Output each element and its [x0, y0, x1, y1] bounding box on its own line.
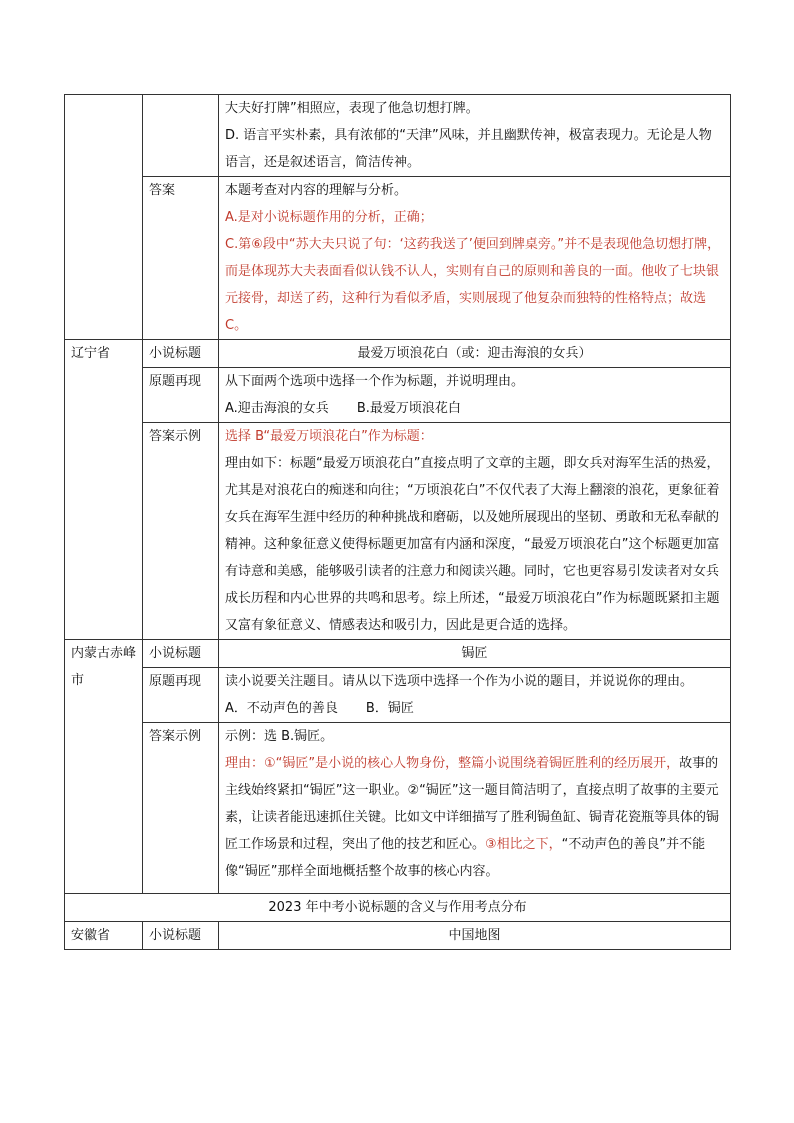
option-a: A．不动声色的善良 [225, 701, 338, 716]
answer-option-a: A.是对小说标题作用的分析，正确； [225, 210, 433, 225]
question-text: 从下面两个选项中选择一个作为标题，并说明理由。 [225, 374, 525, 389]
exam-analysis-table [64, 94, 731, 950]
title-value: 中国地图 [219, 922, 731, 950]
table-row [65, 368, 731, 423]
answer-label: 答案示例 [143, 423, 219, 640]
question-options [225, 395, 724, 422]
spacer [225, 885, 724, 893]
title-value: 锔匠 [219, 640, 731, 668]
answer-reason: 理由如下：标题“最爱万顷浪花白”直接点明了文章的主题，即女兵对海军生活的热爱，尤其是对浪花白的痴迷和向往；“万顷浪花白”不仅代表了大海上翻滚的浪花，更象征着女兵在海军生涯中经历的种种挑战和磨砺，以及她所展现出的坚韧、勇敢和无私奉献的精神。这种象征意义使得标题更加富有内涵和深度，“最爱万顷浪花白”这个标题更加富有诗意和美感，能够吸引读者的注意力和阅读兴趣。同时，它也更容易引发读者对女兵成长历程和内心世界的共鸣和思考。综上所述，“最爱万顷浪花白”作为标题既紧扣主题又富有象征意义、情感表达和吸引力，因此是更合适的选择。 [225, 456, 720, 633]
table-row [65, 723, 731, 894]
reason-part-2: 故事的主线始终紧扣“锔匠”这一职业。②“锔匠”这一题目简洁明了，直接点明了故事的主要元素，让读者能迅速抓住关键。比如文中详细描写了胜利锔鱼缸、锔青花瓷瓶等具体的锔匠工作场景和过程，突出了他的技艺和匠心。 [225, 756, 720, 852]
title-value: 最爱万顷浪花白（或：迎击海浪的女兵） [219, 340, 731, 368]
section-header: 2023 年中考小说标题的含义与作用考点分布 [65, 894, 731, 922]
table-row [65, 894, 731, 922]
reason-part-3: ③相比之下， [485, 837, 562, 852]
answer-label: 答案示例 [143, 723, 219, 894]
content-line: D. 语言平实朴素，具有浓郁的“天津”风味，并且幽默传神，极富表现力。无论是人物语言，还是叙述语言，简洁传神。 [225, 128, 712, 170]
question-text: 读小说要关注题目。请从以下选项中选择一个作为小说的题目，并说说你的理由。 [225, 674, 694, 689]
title-label: 小说标题 [143, 340, 219, 368]
table-row [65, 95, 731, 177]
answer-option-c: C.第⑥段中“苏大夫只说了句：‘这药我送了’便回到牌桌旁。”并不是表现他急切想打牌，而是体现苏大夫表面看似认钱不认人，实则有自己的原则和善良的一面。他收了七块银元接骨，却送了药，这种行为看似矛盾，实则展现了他复杂而独特的性格特点；故选C。 [225, 237, 721, 333]
option-a: A.迎击海浪的女兵 [225, 401, 329, 416]
question-options [225, 695, 724, 722]
answer-label: 答案 [143, 177, 219, 340]
answer-choice: 选择 B“最爱万顷浪花白”作为标题： [225, 429, 433, 444]
table-row [65, 922, 731, 950]
reason-part-1: 理由：①“锔匠”是小说的核心人物身份，整篇小说围绕着锔匠胜利的经历展开， [225, 756, 680, 771]
table-row [65, 640, 731, 668]
question-label: 原题再现 [143, 368, 219, 423]
content-cell [219, 95, 731, 177]
reason-part-4: “不动声色的善良”并不能像“锔匠”那样全面地概括整个故事的核心内容。 [225, 837, 706, 879]
answer-content [219, 723, 731, 894]
label-cell [143, 95, 219, 177]
answer-content [219, 423, 731, 640]
answer-intro: 本题考查对内容的理解与分析。 [225, 183, 408, 198]
content-line: 大夫好打牌”相照应，表现了他急切想打牌。 [225, 101, 479, 116]
title-label: 小说标题 [143, 922, 219, 950]
province-cell [65, 95, 143, 340]
province-cell: 辽宁省 [65, 340, 143, 640]
table-row [65, 423, 731, 640]
option-b: B.最爱万顷浪花白 [356, 401, 461, 416]
answer-reason [225, 750, 724, 885]
table-row [65, 177, 731, 340]
answer-content [219, 177, 731, 340]
province-cell: 内蒙古赤峰市 [65, 640, 143, 894]
province-cell: 安徽省 [65, 922, 143, 950]
answer-choice: 示例：选 B.锔匠。 [225, 729, 334, 744]
question-content [219, 668, 731, 723]
question-content [219, 368, 731, 423]
question-label: 原题再现 [143, 668, 219, 723]
option-b: B．锔匠 [365, 701, 414, 716]
table-row [65, 668, 731, 723]
title-label: 小说标题 [143, 640, 219, 668]
table-row [65, 340, 731, 368]
